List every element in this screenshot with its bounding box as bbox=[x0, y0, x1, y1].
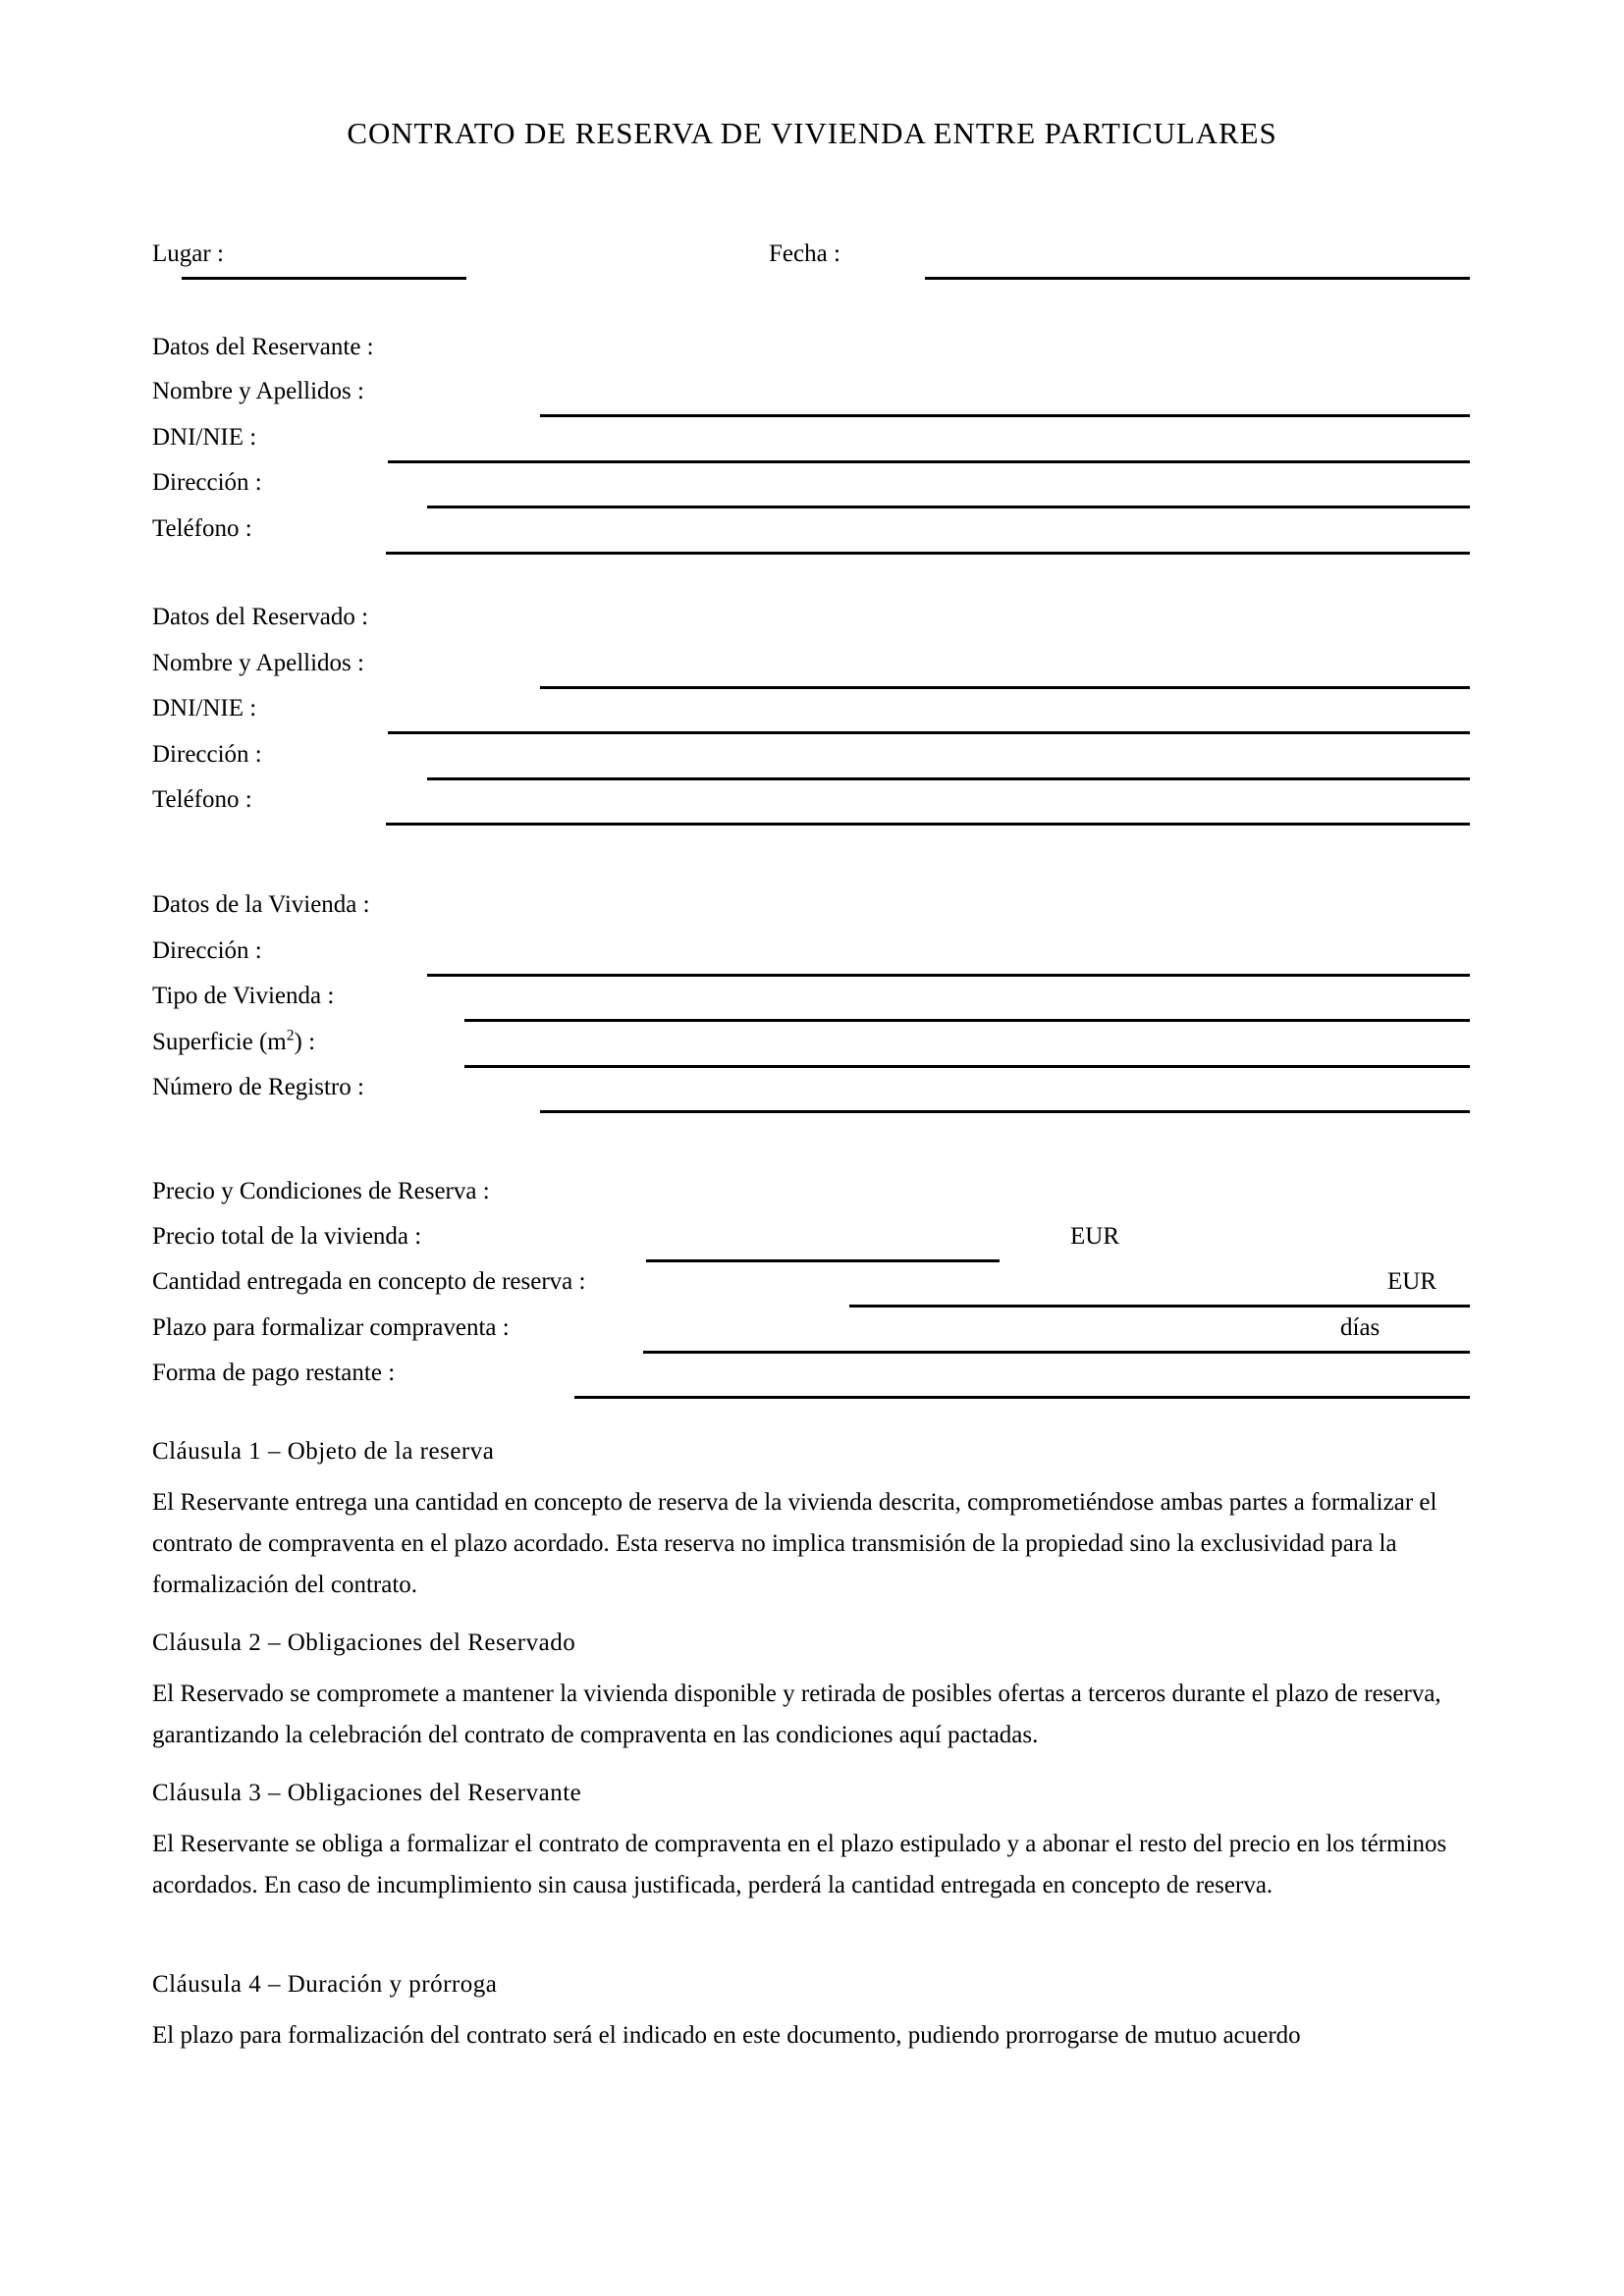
clause-heading-1: Cláusula 1 – Objeto de la reserva bbox=[152, 1438, 495, 1465]
lugar-label: Lugar : bbox=[152, 240, 224, 267]
clause-body-1: El Reservante entrega una cantidad en concepto de reserva de la vivienda descrita, comprometiéndose ambas partes a formalizar el contrato de compraventa en el plazo acordado. Esta reserva no implica transmisión de la propiedad sino la exclusividad para la formalización del contrato. bbox=[152, 1489, 1437, 1598]
forma-pago-label: Forma de pago restante : bbox=[152, 1360, 396, 1386]
vivienda-direccion-label: Dirección : bbox=[152, 937, 262, 964]
vivienda-tipo-blank-line[interactable] bbox=[464, 1019, 1470, 1022]
vivienda-registro-blank-line[interactable] bbox=[540, 1110, 1470, 1113]
cantidad-entregada-blank-line[interactable] bbox=[849, 1305, 1470, 1308]
clause-heading-2: Cláusula 2 – Obligaciones del Reservado bbox=[152, 1629, 576, 1656]
lugar-blank-line[interactable] bbox=[182, 277, 466, 280]
cantidad-entregada-currency-label: EUR bbox=[1387, 1268, 1436, 1295]
reservado-direccion-label: Dirección : bbox=[152, 741, 262, 768]
clause-body-3: El Reservante se obliga a formalizar el contrato de compraventa en el plazo estipulado y a abonar el resto del precio en los términos acordados. En caso de incumplimiento sin causa justificada, perderá la cantidad entregada en concepto de reserva. bbox=[152, 1831, 1447, 1898]
clause-body-2: El Reservado se compromete a mantener la vivienda disponible y retirada de posibles ofertas a terceros durante el plazo de reserva, garantizando la celebración del contrato de compraventa en las condiciones aquí pactadas. bbox=[152, 1681, 1441, 1748]
reservado-nombre-blank-line[interactable] bbox=[540, 686, 1470, 689]
vivienda-superficie-label bbox=[152, 1029, 315, 1056]
reservante-dni-blank-line[interactable] bbox=[388, 460, 1470, 463]
cantidad-entregada-label: Cantidad entregada en concepto de reserva : bbox=[152, 1268, 586, 1295]
reservado-dni-blank-line[interactable] bbox=[388, 731, 1470, 734]
fecha-blank-line[interactable] bbox=[925, 277, 1470, 280]
page-title: CONTRATO DE RESERVA DE VIVIENDA ENTRE PARTICULARES bbox=[347, 116, 1277, 150]
reservado-nombre-label: Nombre y Apellidos : bbox=[152, 650, 364, 676]
reservante-telefono-blank-line[interactable] bbox=[386, 552, 1470, 555]
section-heading-vivienda: Datos de la Vivienda : bbox=[152, 891, 370, 918]
precio-total-blank-line[interactable] bbox=[646, 1259, 1000, 1262]
section-heading-precio: Precio y Condiciones de Reserva : bbox=[152, 1178, 490, 1204]
clause-heading-4: Cláusula 4 – Duración y prórroga bbox=[152, 1971, 498, 1998]
reservado-direccion-blank-line[interactable] bbox=[427, 777, 1470, 780]
plazo-unit-label: días bbox=[1340, 1314, 1380, 1341]
superficie-label-suffix: ) : bbox=[294, 1029, 316, 1055]
reservante-dni-label: DNI/NIE : bbox=[152, 424, 257, 451]
clause-heading-3: Cláusula 3 – Obligaciones del Reservante bbox=[152, 1780, 582, 1806]
plazo-label: Plazo para formalizar compraventa : bbox=[152, 1314, 510, 1341]
clause-body-4: El plazo para formalización del contrato será el indicado en este documento, pudiendo prorrogarse de mutuo acuerdo bbox=[152, 2022, 1301, 2049]
superficie-label-superscript: 2 bbox=[286, 1027, 295, 1044]
superficie-label-prefix: Superficie (m bbox=[152, 1029, 287, 1055]
forma-pago-blank-line[interactable] bbox=[574, 1396, 1470, 1399]
section-heading-reservado: Datos del Reservado : bbox=[152, 604, 369, 630]
reservante-direccion-blank-line[interactable] bbox=[427, 506, 1470, 508]
reservado-telefono-label: Teléfono : bbox=[152, 786, 252, 813]
reservante-nombre-blank-line[interactable] bbox=[540, 414, 1470, 417]
reservante-nombre-label: Nombre y Apellidos : bbox=[152, 378, 364, 404]
vivienda-superficie-blank-line[interactable] bbox=[464, 1065, 1470, 1068]
reservante-telefono-label: Teléfono : bbox=[152, 515, 252, 542]
section-heading-reservante: Datos del Reservante : bbox=[152, 334, 374, 360]
vivienda-tipo-label: Tipo de Vivienda : bbox=[152, 983, 335, 1009]
vivienda-direccion-blank-line[interactable] bbox=[427, 974, 1470, 977]
vivienda-registro-label: Número de Registro : bbox=[152, 1074, 364, 1100]
plazo-blank-line[interactable] bbox=[643, 1351, 1470, 1354]
reservado-telefono-blank-line[interactable] bbox=[386, 823, 1470, 826]
precio-total-label: Precio total de la vivienda : bbox=[152, 1223, 422, 1250]
fecha-label: Fecha : bbox=[769, 240, 840, 267]
precio-total-currency-label: EUR bbox=[1070, 1223, 1119, 1250]
reservante-direccion-label: Dirección : bbox=[152, 469, 262, 496]
reservado-dni-label: DNI/NIE : bbox=[152, 695, 257, 721]
